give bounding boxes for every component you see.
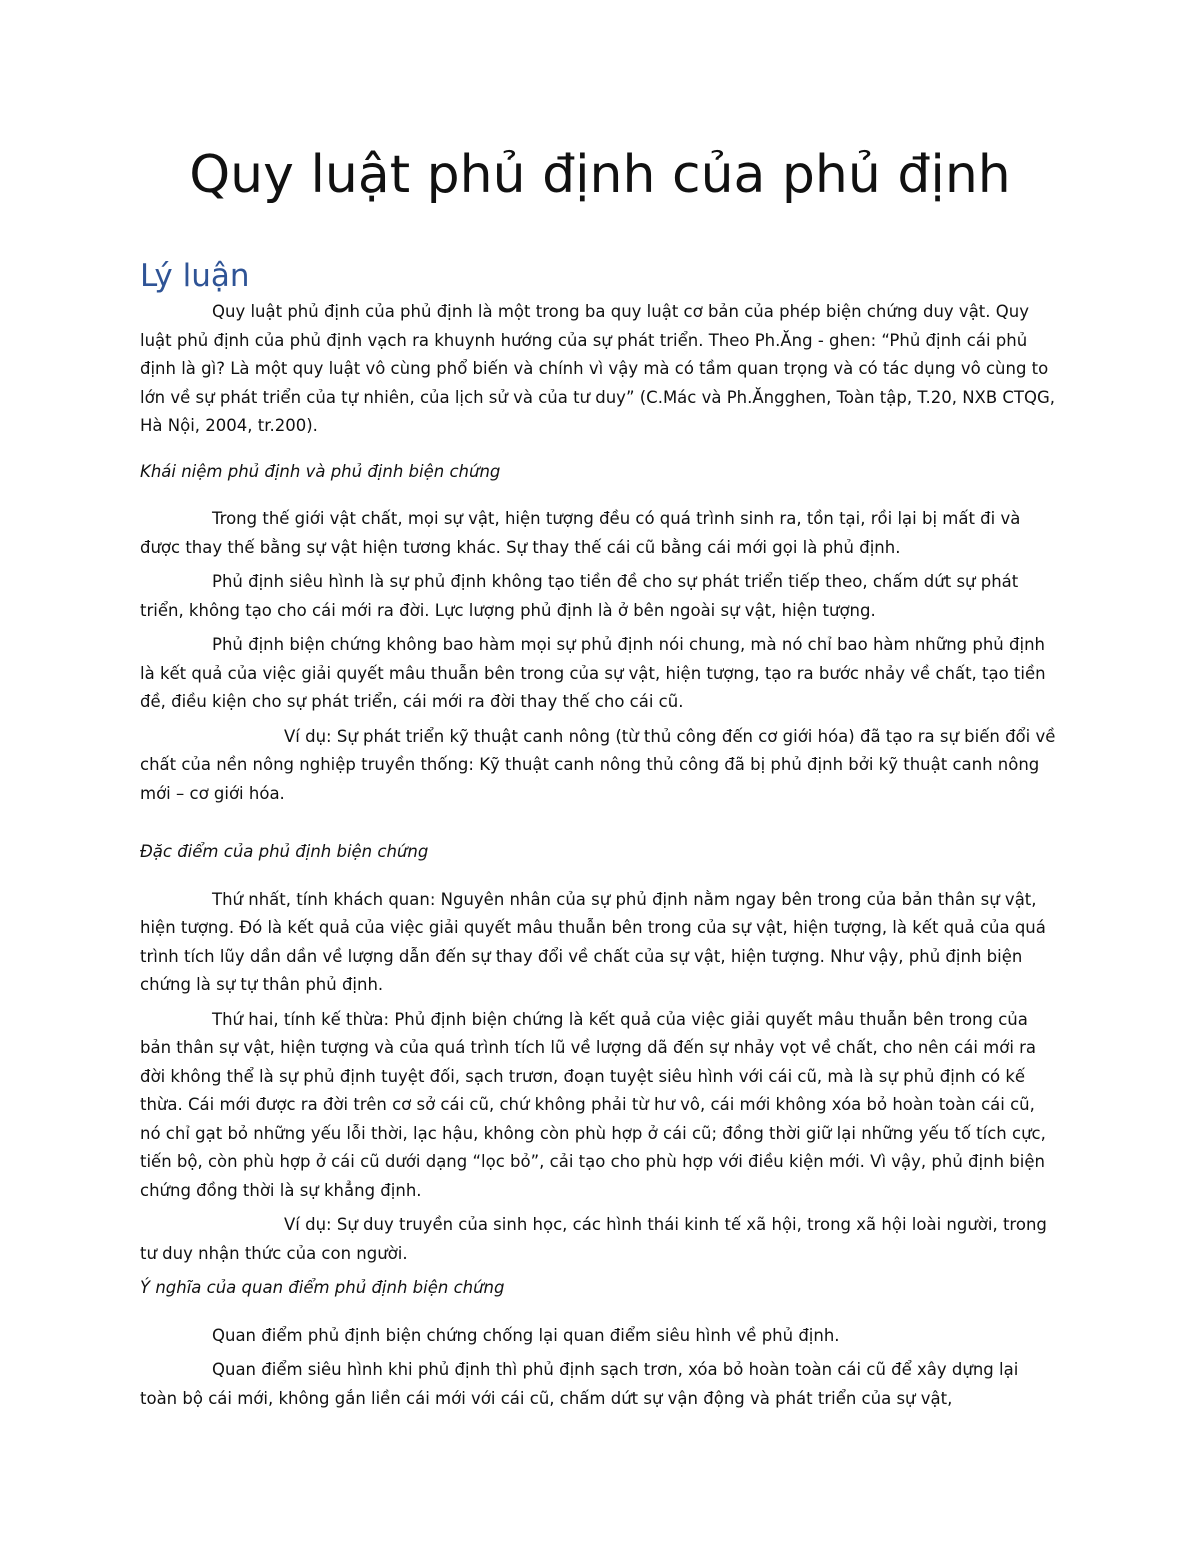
paragraph: Quan điểm siêu hình khi phủ định thì phủ định sạch trơn, xóa bỏ hoàn toàn cái cũ để xây dựng lại toàn bộ cái mới, không gắn liền cái mới với cái cũ, chấm dứt sự vận động và phát triển của sự vật,	[140, 1360, 1019, 1408]
paragraph: Thứ hai, tính kế thừa: Phủ định biện chứng là kết quả của việc giải quyết mâu thuẫn bên trong của bản thân sự vật, hiện tượng và của quá trình tích lũ về lượng dã đến sự nhảy vọt về chất, cho nên cái mới ra đời không thể là sự phủ định tuyệt đối, sạch trươn, đoạn tuyệt siêu hình với cái cũ, mà là sự phủ định có kế thừa. Cái mới được ra đời trên cơ sở cái cũ, chứ không phải từ hư vô, cái mới không xóa bỏ hoàn toàn cái cũ, nó chỉ gạt bỏ những yếu lỗi thời, lạc hậu, không còn phù hợp ở cái cũ; đồng thời giữ lại những yếu tố tích cực, tiến bộ, còn phù hợp ở cái cũ dưới dạng “lọc bỏ”, cải tạo cho phù hợp với điều kiện mới. Vì vậy, phủ định biện chứng đồng thời là sự khẳng định.	[140, 1009, 1046, 1200]
subheading-significance: Ý nghĩa của quan điểm phủ định biện chứng	[140, 1278, 505, 1297]
subheading-characteristics: Đặc điểm của phủ định biện chứng	[140, 842, 429, 861]
document-title: Quy luật phủ định của phủ định	[189, 145, 1011, 205]
paragraph: Phủ định biện chứng không bao hàm mọi sự phủ định nói chung, mà nó chỉ bao hàm những phủ định là kết quả của việc giải quyết mâu thuẫn bên trong của sự vật, hiện tượng, tạo ra bước nhảy về chất, tạo tiền đề, điều kiện cho sự phát triển, cái mới ra đời thay thế cho cái cũ.	[140, 635, 1046, 711]
subheading-concept: Khái niệm phủ định và phủ định biện chứng	[140, 461, 501, 481]
example-paragraph: Ví dụ: Sự duy truyền của sinh học, các hình thái kinh tế xã hội, trong xã hội loài người, trong tư duy nhận thức của con người.	[140, 1215, 1047, 1263]
document-body	[140, 298, 1060, 1413]
example-paragraph: Ví dụ: Sự phát triển kỹ thuật canh nông (từ thủ công đến cơ giới hóa) đã tạo ra sự biến đổi về chất của nền nông nghiệp truyền thống: Kỹ thuật canh nông thủ công đã bị phủ định bởi kỹ thuật canh nông mới – cơ giới hóa.	[140, 726, 1056, 803]
section-heading: Lý luận	[140, 258, 250, 294]
paragraph: Thứ nhất, tính khách quan: Nguyên nhân của sự phủ định nằm ngay bên trong của bản thân sự vật, hiện tượng. Đó là kết quả của việc giải quyết mâu thuẫn bên trong của sự vật, hiện tượng, là kết quả của quá trình tích lũy dần dần về lượng dẫn đến sự thay đổi về chất của sự vật, hiện tượng. Như vậy, phủ định biện chứng là sự tự thân phủ định.	[140, 889, 1046, 994]
paragraph: Trong thế giới vật chất, mọi sự vật, hiện tượng đều có quá trình sinh ra, tồn tại, rồi lại bị mất đi và được thay thế bằng sự vật hiện tương khác. Sự thay thế cái cũ bằng cái mới gọi là phủ định.	[140, 509, 1021, 557]
paragraph: Quan điểm phủ định biện chứng chống lại quan điểm siêu hình về phủ định.	[212, 1325, 840, 1345]
paragraph: Phủ định siêu hình là sự phủ định không tạo tiền đề cho sự phát triển tiếp theo, chấm dứt sự phát triển, không tạo cho cái mới ra đời. Lực lượng phủ định là ở bên ngoài sự vật, hiện tượng.	[140, 572, 1019, 620]
intro-paragraph: Quy luật phủ định của phủ định là một trong ba quy luật cơ bản của phép biện chứng duy vật. Quy luật phủ định của phủ định vạch ra khuynh hướng của sự phát triển. Theo Ph.Ăng - ghen: “Phủ định cái phủ định là gì? Là một quy luật vô cùng phổ biến và chính vì vậy mà có tầm quan trọng và có tác dụng vô cùng to lớn về sự phát triển của tự nhiên, của lịch sử và của tư duy” (C.Mác và Ph.Ăngghen, Toàn tập, T.20, NXB CTQG, Hà Nội, 2004, tr.200).	[140, 302, 1056, 435]
